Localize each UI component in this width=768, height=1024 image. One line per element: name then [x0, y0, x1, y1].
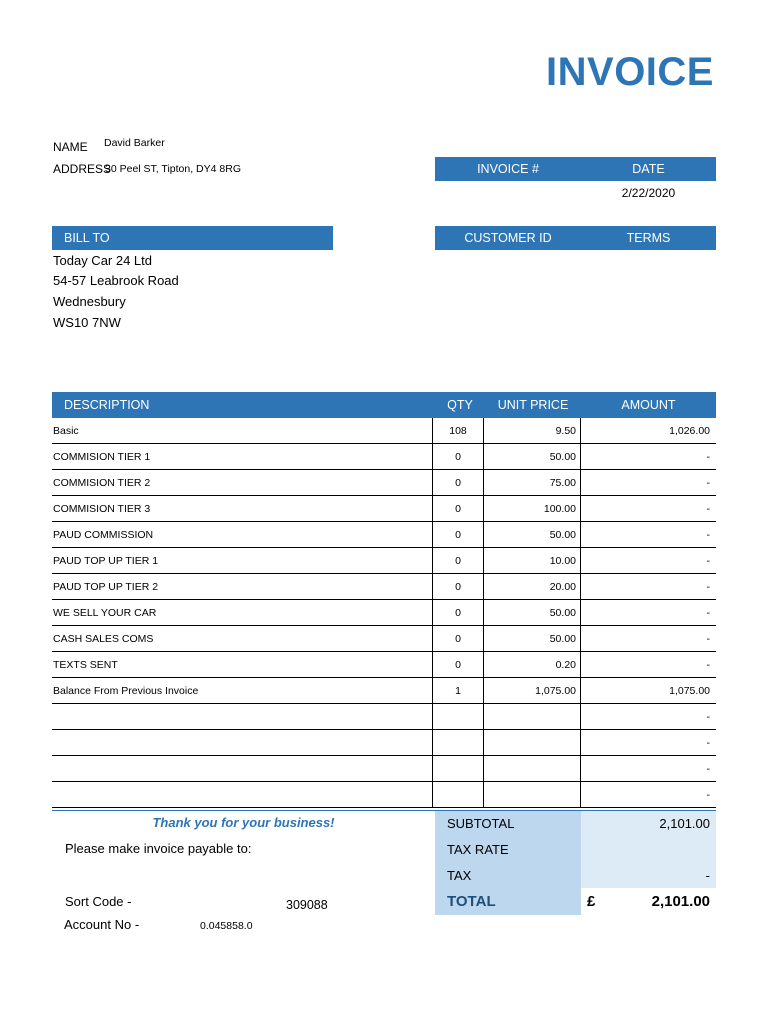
- row-qty: 0: [433, 496, 484, 522]
- table-row: [52, 782, 716, 808]
- row-qty: 0: [433, 444, 484, 470]
- bill-to-line: Wednesbury: [53, 294, 126, 309]
- row-unit-price: 10.00: [484, 548, 581, 574]
- name-value: David Barker: [104, 137, 165, 149]
- row-amount: 1,075.00: [581, 678, 717, 704]
- bill-to-header: [52, 226, 333, 250]
- customer-terms-header: [435, 226, 716, 250]
- payable-to-text: Please make invoice payable to:: [65, 841, 252, 856]
- row-amount: -: [581, 548, 717, 574]
- row-qty: 0: [433, 522, 484, 548]
- row-unit-price: 50.00: [484, 444, 581, 470]
- row-unit-price: [484, 782, 581, 808]
- table-row: [52, 704, 716, 730]
- invoice-title: INVOICE: [546, 50, 714, 94]
- account-number-label: Account No -: [64, 917, 140, 932]
- row-qty: [433, 756, 484, 782]
- row-amount: -: [581, 496, 717, 522]
- table-row: [52, 574, 716, 600]
- row-amount: -: [581, 756, 717, 782]
- row-unit-price: [484, 730, 581, 756]
- row-description: COMMISION TIER 2: [52, 470, 433, 496]
- amount-header: AMOUNT: [621, 398, 676, 412]
- row-unit-price: 9.50: [484, 418, 581, 444]
- table-row: [52, 678, 716, 704]
- row-qty: 0: [433, 574, 484, 600]
- row-amount: -: [581, 574, 717, 600]
- table-row: [52, 756, 716, 782]
- row-description: Balance From Previous Invoice: [52, 678, 433, 704]
- row-amount: -: [581, 730, 717, 756]
- account-number-value: 0.045858.0: [200, 920, 253, 932]
- total-value: 2,101.00: [651, 893, 710, 910]
- sort-code-value: 309088: [286, 898, 328, 912]
- row-qty: 0: [433, 626, 484, 652]
- row-amount: -: [581, 782, 717, 808]
- row-qty: [433, 782, 484, 808]
- table-row: [52, 496, 716, 522]
- row-description: Basic: [52, 418, 433, 444]
- invoice-date-header: [435, 157, 716, 181]
- table-row: [52, 600, 716, 626]
- row-amount: 1,026.00: [581, 418, 717, 444]
- invoice-number-header: INVOICE #: [477, 162, 539, 176]
- row-description: COMMISION TIER 3: [52, 496, 433, 522]
- table-row: [52, 626, 716, 652]
- row-unit-price: [484, 704, 581, 730]
- row-amount: -: [581, 704, 717, 730]
- row-qty: 0: [433, 548, 484, 574]
- row-qty: [433, 704, 484, 730]
- row-description: [52, 782, 433, 808]
- total-label: TOTAL: [435, 888, 581, 915]
- table-row: [52, 652, 716, 678]
- tax-rate-value: [581, 837, 716, 863]
- row-amount: -: [581, 626, 717, 652]
- bill-to-line: Today Car 24 Ltd: [53, 253, 153, 268]
- row-qty: 0: [433, 470, 484, 496]
- row-amount: -: [581, 652, 717, 678]
- row-amount: -: [581, 522, 717, 548]
- row-qty: 0: [433, 600, 484, 626]
- description-header: DESCRIPTION: [64, 398, 150, 412]
- row-description: CASH SALES COMS: [52, 626, 433, 652]
- table-row: [52, 730, 716, 756]
- date-value: 2/22/2020: [621, 186, 676, 200]
- row-unit-price: 100.00: [484, 496, 581, 522]
- row-amount: -: [581, 600, 717, 626]
- row-description: [52, 704, 433, 730]
- row-unit-price: [484, 756, 581, 782]
- row-description: COMMISION TIER 1: [52, 444, 433, 470]
- row-qty: 0: [433, 652, 484, 678]
- thank-you-note: Thank you for your business!: [152, 815, 335, 830]
- table-row: [52, 470, 716, 496]
- row-unit-price: 50.00: [484, 626, 581, 652]
- bill-to-line: 54-57 Leabrook Road: [53, 273, 179, 288]
- row-unit-price: 1,075.00: [484, 678, 581, 704]
- total-value-cell: [581, 888, 716, 915]
- row-description: [52, 756, 433, 782]
- table-row: [52, 522, 716, 548]
- items-table-header: [52, 392, 716, 418]
- currency-symbol: £: [587, 893, 596, 910]
- row-description: PAUD TOP UP TIER 2: [52, 574, 433, 600]
- tax-rate-label: TAX RATE: [435, 837, 581, 863]
- row-description: WE SELL YOUR CAR: [52, 600, 433, 626]
- row-amount: -: [581, 470, 717, 496]
- name-label: NAME: [53, 140, 88, 154]
- row-description: PAUD TOP UP TIER 1: [52, 548, 433, 574]
- row-unit-price: 20.00: [484, 574, 581, 600]
- subtotal-value: 2,101.00: [581, 811, 716, 837]
- tax-value: -: [581, 863, 716, 888]
- row-qty: 1: [433, 678, 484, 704]
- terms-header: TERMS: [626, 231, 671, 245]
- items-table: [52, 418, 716, 808]
- address-value: 30 Peel ST, Tipton, DY4 8RG: [105, 163, 241, 175]
- bill-to-line: WS10 7NW: [53, 315, 121, 330]
- table-row: [52, 548, 716, 574]
- bill-to-label: BILL TO: [64, 231, 110, 245]
- date-header: DATE: [632, 162, 665, 176]
- row-amount: -: [581, 444, 717, 470]
- row-description: [52, 730, 433, 756]
- row-qty: 108: [433, 418, 484, 444]
- tax-label: TAX: [435, 863, 581, 888]
- row-unit-price: 50.00: [484, 600, 581, 626]
- customer-id-header: CUSTOMER ID: [464, 231, 552, 245]
- row-unit-price: 0.20: [484, 652, 581, 678]
- row-qty: [433, 730, 484, 756]
- row-unit-price: 50.00: [484, 522, 581, 548]
- row-description: TEXTS SENT: [52, 652, 433, 678]
- address-label: ADDRESS: [53, 162, 112, 176]
- subtotal-label: SUBTOTAL: [435, 811, 581, 837]
- table-row: [52, 444, 716, 470]
- row-description: PAUD COMMISSION: [52, 522, 433, 548]
- sort-code-label: Sort Code -: [65, 894, 132, 909]
- qty-header: QTY: [447, 398, 473, 412]
- table-row: [52, 418, 716, 444]
- row-unit-price: 75.00: [484, 470, 581, 496]
- unit-price-header: UNIT PRICE: [497, 398, 569, 412]
